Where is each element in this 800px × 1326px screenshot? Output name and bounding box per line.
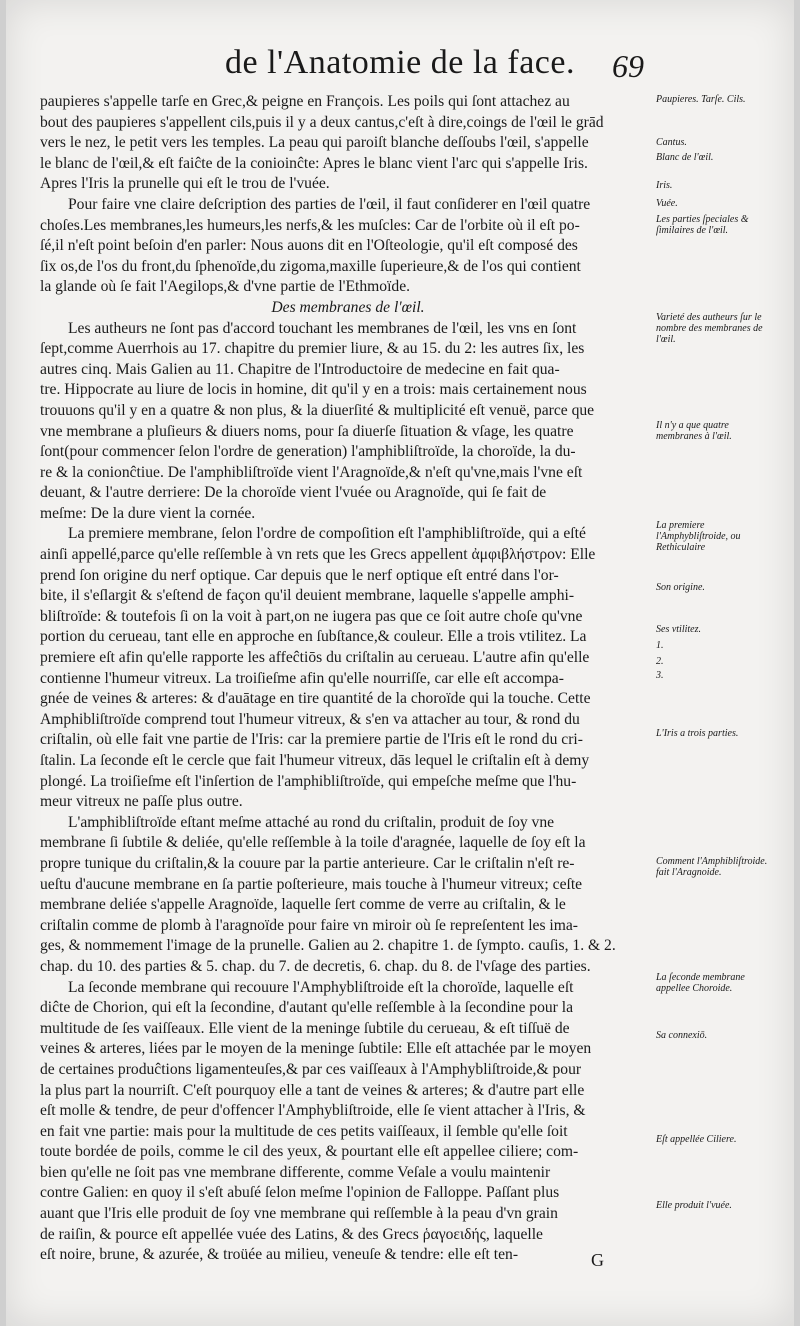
text-line: en fait vne partie: mais pour la multitude de ces petits vaiſſeaux, il ſemble qu'elle ſoit <box>40 1122 568 1140</box>
text-line: diĉte de Chorion, qui eſt la ſecondine, d'autant qu'elle reſſemble à la ſecondine pour la <box>40 999 574 1017</box>
text-line: le blanc de l'œil,& eſt faiĉte de la conioinĉte: Apres le blanc vient l'arc qui s'appelle Iris. <box>40 154 588 172</box>
text-line: multitude de ſes vaiſſeaux. Elle vient de la meninge ſubtile du cerueau, & eſt tiſſuë de <box>40 1019 570 1037</box>
text-line: auant que l'Iris elle produit de ſoy vne membrane qui reſſemble à la peau d'vn grain <box>40 1205 558 1223</box>
text-line: premiere eſt afin qu'elle rapporte les affeĉtiōs du criſtalin au cerueau. L'autre afin qu'elle <box>40 649 590 667</box>
margin-note: Il n'y a que quatre membranes à l'œil. <box>656 420 732 442</box>
text-line: membrane deliée s'appelle Aragnoïde, laquelle ſert comme de verre au criſtalin, & le <box>40 896 566 914</box>
page-number: 69 <box>612 48 644 84</box>
text-line: la plus part la nourriſt. C'eſt pourquoy elle a tant de veines & arteres; & d'autre part elle <box>40 1081 585 1099</box>
margin-note: Cantus. <box>656 137 687 148</box>
text-line: prend ſon origine du nerf optique. Car depuis que le nerf optique eſt entré dans l'or- <box>40 566 559 584</box>
text-line: Amphibliſtroïde comprend tout l'humeur vitreux, & s'en va attacher au tour, & rond du <box>40 710 580 728</box>
book-page <box>6 0 794 1326</box>
text-line: ſont(pour commencer ſelon l'ordre de generation) l'amphibliſtroïde, la choroïde, la du- <box>40 443 576 461</box>
text-line: ſé,il n'eſt point beſoin d'en parler: Nous auons dit en l'Oſteologie, qu'il eſt composé des <box>40 237 578 255</box>
margin-note: L'Iris a trois parties. <box>656 728 739 739</box>
text-line: re & la conionĉtiue. De l'amphibliſtroïde vient l'Aragnoïde,& n'eſt qu'vne,mais l'vne eſt <box>40 463 583 481</box>
text-line: criſtalin comme de plomb à l'aragnoïde pour faire vn miroir où ſe repreſentent les ima- <box>40 916 578 934</box>
text-line: la glande où ſe fait l'Aegilops,& d'vne partie de l'Ethmoïde. <box>40 278 411 296</box>
margin-note: 2. <box>656 656 664 667</box>
text-line: trouuons qu'il y en a quatre & non plus, & la diuerſité & multiplicité eſt venuë, parce que <box>40 401 595 419</box>
text-line: chap. du 10. des parties & 5. chap. du 7. de decretis, 6. chap. du 8. de l'vſage des parties. <box>40 957 591 975</box>
text-line: Pour faire vne claire deſcription des parties de l'œil, il faut conſiderer en l'œil quatre <box>68 195 591 213</box>
text-line: contienne l'humeur vitreux. La troiſieſme afin qu'elle nourriſſe, car elle eſt accompa- <box>40 669 564 687</box>
text-line: choſes.Les membranes,les humeurs,les nerfs,& les muſcles: Car de l'orbite où il eſt po- <box>40 216 580 234</box>
margin-note: Son origine. <box>656 582 705 593</box>
margin-note: Vuée. <box>656 198 678 209</box>
text-line: vne membrane a pluſieurs & diuers noms, pour ſa diuerſe ſituation & vſage, les quatre <box>40 422 574 440</box>
margin-note: Eſt appellée Ciliere. <box>656 1134 737 1145</box>
text-line: ſept,comme Auerrhois au 17. chapitre du premier liure, & au 15. du 2: les autres ſix, les <box>40 340 585 358</box>
text-line: de certaines produĉtions ligamenteuſes,& par ces vaiſſeaux à l'Amphybliſtroide,& pour <box>40 1060 582 1078</box>
text-line: La premiere membrane, ſelon l'ordre de compoſition eſt l'amphibliſtroïde, qui a eſté <box>68 525 586 543</box>
margin-note: Ses vtilitez. <box>656 624 701 635</box>
text-line: ſtalin. La ſeconde eſt le cercle que fait l'humeur vitreux, dās lequel le criſtalin eſt à demy <box>40 752 590 769</box>
text-line: ges, & nommement l'image de la prunelle. Galien au 2. chapitre 1. de ſympto. cauſis, 1. & 2. <box>40 937 616 955</box>
text-line: vers le nez, le petit vers les temples. La peau qui paroiſt blanche deſſoubs l'œil, s'appelle <box>40 134 589 152</box>
text-line: contre Galien: en quoy il s'eſt abuſé ſelon meſme l'opinion de Falloppe. Paſſant plus <box>40 1184 560 1202</box>
text-line: La ſeconde membrane qui recouure l'Amphybliſtroide eſt la choroïde, laquelle eſt <box>68 978 574 996</box>
text-line: Apres l'Iris la prunelle qui eſt le trou de l'vuée. <box>40 175 330 193</box>
catchword: G <box>591 1250 604 1270</box>
text-line: criſtalin, où elle fait vne partie de l'Iris: car la premiere partie de l'Iris eſt le rond du cri- <box>40 731 583 749</box>
text-line: bout des paupieres s'appellent cils,puis il y a deux cantus,c'eſt à dire,coings de l'œil le grād <box>40 113 604 131</box>
running-title: de l'Anatomie de la face. <box>225 44 575 81</box>
margin-note: La premiere l'Amphybliſtroide, ou Rethiculaire <box>656 520 741 553</box>
text-line: gnée de veines & arteres: & d'auātage en tire quantité de la choroïde qui la touche. Cette <box>40 690 591 708</box>
margin-note: Elle produit l'vuée. <box>656 1200 732 1211</box>
text-line: membrane ſi ſubtile & deliée, qu'elle reſſemble à la toile d'aragnée, laquelle de ſoy eſt la <box>40 834 586 852</box>
text-line: bien qu'elle ne ſoit pas vne membrane differente, comme Veſale a voulu maintenir <box>40 1163 551 1181</box>
margin-note: 3. <box>656 670 664 681</box>
margin-note: Iris. <box>656 180 673 191</box>
text-line: L'amphibliſtroïde eſtant meſme attaché au rond du criſtalin, produit de ſoy vne <box>68 813 555 831</box>
text-line: veines & arteres, liées par le moyen de la meninge ſubtile: Elle eſt attachée par le moyen <box>40 1040 592 1058</box>
text-line: propre tunique du criſtalin,& la couure par la partie anterieure. Car le criſtalin n'eſt re- <box>40 854 575 872</box>
margin-note: Paupieres. Tarſe. Cils. <box>656 94 746 105</box>
text-line: toute bordée de poils, comme le cil des yeux, & pourtant elle eſt appellee ciliere; com- <box>40 1143 579 1161</box>
text-line: deuant, & l'autre derriere: De la choroïde vient l'vuée ou Aragnoïde, qui ſe fait de <box>40 484 547 502</box>
margin-note: Sa connexiō. <box>656 1030 708 1041</box>
text-line: eſt molle & tendre, de peur d'offencer l'Amphybliſtroide, elle ſe vient attacher à l'Iris, & <box>40 1102 586 1120</box>
main-text <box>40 92 656 1266</box>
text-line: autres cinq. Mais Galien au 11. Chapitre de l'Introductoire de medecine en fait qua- <box>40 360 560 378</box>
text-line: portion du cerueau, tant elle en approche en ſubſtance,& couleur. Elle a trois vtilitez. La <box>40 628 587 646</box>
margin-note: Varieté des autheurs ſur le nombre des membranes de l'œil. <box>656 312 763 345</box>
section-heading: Des membranes de l'œil. <box>271 298 425 316</box>
text-line: de raiſin, & pource eſt appellée vuée des Latins, & des Grecs ῥαγοειδής, laquelle <box>40 1225 543 1243</box>
text-line: meur vitreux ne paſſe plus outre. <box>40 793 243 811</box>
text-line: ſix os,de l'os du front,du ſphenoïde,du zigoma,maxille ſuperieure,& de l'os qui contient <box>40 257 581 275</box>
text-line: eſt noire, brune, & azurée, & troüée au milieu, veneuſe & tendre: elle eſt ten- <box>40 1246 519 1264</box>
text-line: Les autheurs ne ſont pas d'accord touchant les membranes de l'œil, les vns en ſont <box>68 319 577 337</box>
margin-note: Les parties ſpeciales & ſimilaires de l'œil. <box>656 214 749 236</box>
text-line: ainſi appellé,parce qu'elle reſſemble à vn rets que les Grecs appellent ἀμφιβλήστρον: Elle <box>40 546 596 564</box>
text-line: plongé. La troiſieſme eſt l'inſertion de l'amphibliſtroïde, qui empeſche meſme que l'hu- <box>40 772 577 790</box>
margin-note: Comment l'Amphibliſtroide. fait l'Aragnoide. <box>656 856 768 878</box>
text-line: ueſtu d'aucune membrane en ſa partie poſterieure, mais touche à l'humeur vitreux; ceſte <box>40 875 583 893</box>
text-line: tre. Hippocrate au liure de locis in homine, dit qu'il y en a trois: mais certainement nous <box>40 381 587 399</box>
text-line: bliſtroïde: & toutefois ſi on la voit à part,on ne iugera pas que ce ſoit autre choſe qu'vne <box>40 607 583 625</box>
text-line: bite, il s'eſlargit & s'eſtend de façon qu'il deuient membrane, laquelle s'appelle amphi- <box>40 587 575 605</box>
margin-note: Blanc de l'œil. <box>656 152 714 163</box>
margin-note: La ſeconde membrane appellee Choroide. <box>656 972 745 994</box>
text-line: meſme: De la dure vient la cornée. <box>40 504 256 522</box>
text-line: paupieres s'appelle tarſe en Grec,& peigne en François. Les poils qui ſont attachez au <box>40 93 570 110</box>
margin-note: 1. <box>656 640 664 651</box>
